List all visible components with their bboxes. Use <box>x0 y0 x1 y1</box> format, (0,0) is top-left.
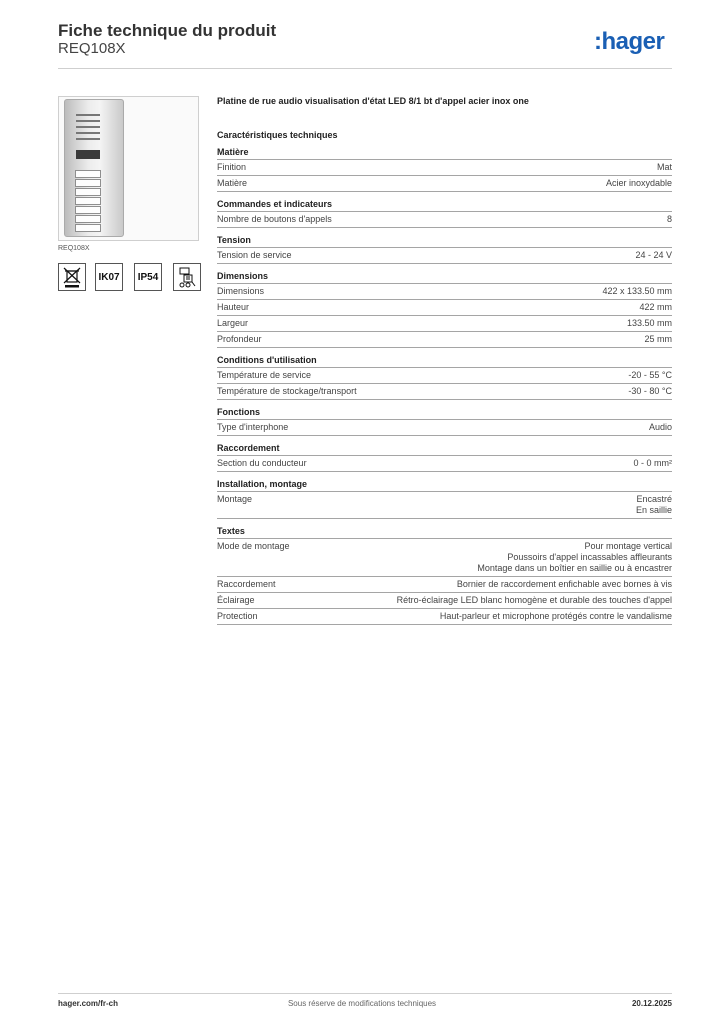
page-title: Fiche technique du produit <box>58 21 277 40</box>
section-title: Tension <box>217 235 251 245</box>
header-divider <box>58 68 672 69</box>
call-button <box>75 179 101 187</box>
spec-label: Protection <box>217 611 258 621</box>
section-title: Matière <box>217 147 249 157</box>
spec-label: Température de stockage/transport <box>217 386 357 396</box>
call-button <box>75 206 101 214</box>
spec-row <box>217 159 672 175</box>
spec-label: Type d'interphone <box>217 422 289 432</box>
call-button <box>75 215 101 223</box>
spec-value-line: Bornier de raccordement enfichable avec bornes à vis <box>456 579 672 589</box>
spec-content <box>217 96 672 625</box>
spec-value <box>602 286 672 297</box>
call-button <box>75 188 101 196</box>
spec-label: Mode de montage <box>217 541 290 551</box>
spec-row <box>217 283 672 299</box>
section-title: Commandes et indicateurs <box>217 199 333 209</box>
spec-row <box>217 383 672 400</box>
call-button <box>75 197 101 205</box>
spec-section <box>217 147 672 192</box>
product-title: Platine de rue audio visualisation d'état LED 8/1 bt d'appel acier inox one <box>217 96 529 106</box>
spec-section <box>217 407 672 436</box>
spec-value <box>639 302 672 313</box>
spec-label: Matière <box>217 178 248 188</box>
footer-disclaimer: Sous réserve de modifications techniques <box>287 999 437 1008</box>
spec-label: Éclairage <box>217 595 255 605</box>
spec-row <box>217 608 672 625</box>
section-title: Dimensions <box>217 271 269 281</box>
spec-value-line: 422 mm <box>639 302 672 312</box>
spec-value-line: 25 mm <box>644 334 672 344</box>
spec-label: Section du conducteur <box>217 458 307 468</box>
spec-value <box>636 494 672 516</box>
status-display <box>76 150 100 159</box>
spec-value-line: 0 - 0 mm² <box>633 458 672 468</box>
spec-value-line: Haut-parleur et microphone protégés contre le vandalisme <box>439 611 672 621</box>
call-button <box>75 224 101 232</box>
spec-section <box>217 355 672 400</box>
section-title: Conditions d'utilisation <box>217 355 317 365</box>
spec-sections <box>217 147 672 625</box>
speaker-grille-line <box>76 126 100 128</box>
speaker-grille-line <box>76 120 100 122</box>
spec-value <box>606 178 672 189</box>
spec-label: Nombre de boutons d'appels <box>217 214 332 224</box>
call-button <box>75 170 101 178</box>
spec-row <box>217 299 672 315</box>
spec-row <box>217 419 672 436</box>
spec-value <box>633 458 672 469</box>
spec-section <box>217 443 672 472</box>
product-code: REQ108X <box>58 40 126 57</box>
spec-value-line: 133.50 mm <box>626 318 672 328</box>
spec-row <box>217 175 672 192</box>
spec-value-line: Pour montage vertical <box>584 541 672 551</box>
spec-value <box>477 541 672 574</box>
footer-divider <box>58 993 672 994</box>
spec-label: Montage <box>217 494 253 504</box>
spec-label: Dimensions <box>217 286 265 296</box>
spec-section <box>217 271 672 348</box>
spec-value <box>457 579 672 590</box>
spec-value <box>667 214 672 225</box>
spec-row <box>217 576 672 592</box>
ip-rating-icon: IP54 <box>134 263 162 291</box>
spec-value-line: Audio <box>648 422 672 432</box>
spec-row <box>217 455 672 472</box>
section-title: Raccordement <box>217 443 280 453</box>
speaker-grille-line <box>76 138 100 140</box>
spec-value <box>649 422 672 433</box>
connection-diagram-icon <box>173 263 201 291</box>
spec-value <box>627 318 672 329</box>
spec-value-line: Montage dans un boîtier en saillie ou à encastrer <box>477 563 672 573</box>
weee-bin-icon <box>58 263 86 291</box>
spec-row <box>217 247 672 264</box>
spec-value <box>397 595 672 606</box>
spec-value-line: 8 <box>666 214 672 224</box>
section-title: Installation, montage <box>217 479 308 489</box>
spec-value <box>657 162 672 173</box>
spec-row <box>217 367 672 383</box>
spec-value <box>628 370 672 381</box>
spec-value-line: 24 - 24 V <box>635 250 672 260</box>
spec-value-line: -30 - 80 °C <box>628 386 672 396</box>
spec-value <box>440 611 672 622</box>
spec-row <box>217 592 672 608</box>
spec-row <box>217 538 672 576</box>
spec-section <box>217 526 672 625</box>
spec-section <box>217 479 672 519</box>
image-caption: REQ108X <box>58 245 90 252</box>
spec-section <box>217 199 672 228</box>
spec-label: Finition <box>217 162 247 172</box>
spec-label: Tension de service <box>217 250 292 260</box>
spec-value-line: Acier inoxydable <box>605 178 672 188</box>
hager-logo: :hager <box>594 28 665 55</box>
spec-label: Largeur <box>217 318 249 328</box>
spec-label: Hauteur <box>217 302 250 312</box>
spec-value-line: Poussoirs d'appel incassables affleurants <box>507 552 672 562</box>
spec-value-line: Mat <box>656 162 672 172</box>
spec-label: Raccordement <box>217 579 276 589</box>
ik-rating-icon: IK07 <box>95 263 123 291</box>
door-station-panel <box>64 99 124 237</box>
spec-value <box>635 250 672 261</box>
spec-label: Température de service <box>217 370 312 380</box>
spec-row <box>217 491 672 519</box>
spec-value <box>644 334 672 345</box>
speaker-grille-line <box>76 114 100 116</box>
spec-value-line: Rétro-éclairage LED blanc homogène et durable des touches d'appel <box>396 595 672 605</box>
footer-date: 20.12.2025 <box>631 999 672 1008</box>
spec-label: Profondeur <box>217 334 262 344</box>
spec-row <box>217 315 672 331</box>
product-image <box>58 96 199 241</box>
spec-row <box>217 331 672 348</box>
spec-heading: Caractéristiques techniques <box>217 130 338 140</box>
spec-section <box>217 235 672 264</box>
spec-value-line: Encastré <box>636 494 672 504</box>
spec-value-line: -20 - 55 °C <box>628 370 672 380</box>
spec-value-line: 422 x 133.50 mm <box>602 286 672 296</box>
section-title: Fonctions <box>217 407 260 417</box>
spec-value-line: En saillie <box>635 505 672 515</box>
footer-website: hager.com/fr-ch <box>58 999 119 1008</box>
section-title: Textes <box>217 526 245 536</box>
spec-row <box>217 211 672 228</box>
spec-value <box>628 386 672 397</box>
speaker-grille-line <box>76 132 100 134</box>
